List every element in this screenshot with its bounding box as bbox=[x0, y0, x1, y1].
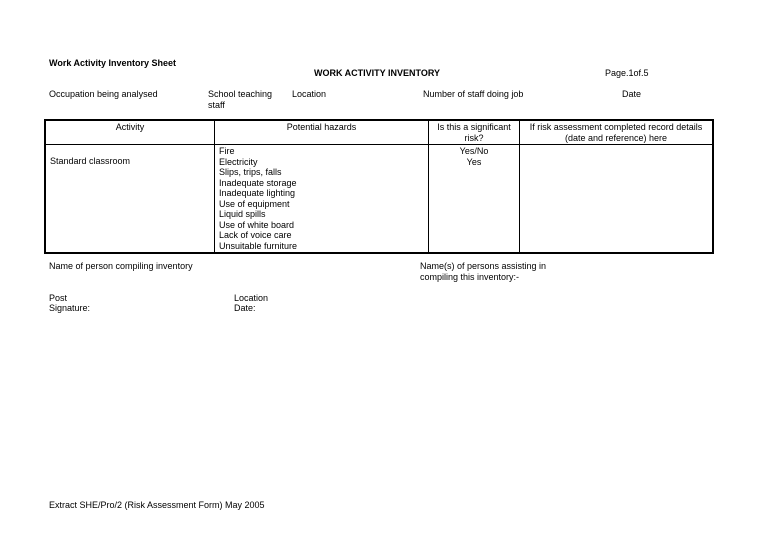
compiler-label: Name of person compiling inventory bbox=[49, 261, 193, 271]
page-number: Page.1of.5 bbox=[605, 68, 649, 78]
table-header-row bbox=[45, 120, 713, 145]
date-label: Date bbox=[622, 89, 642, 99]
location-label: Location bbox=[292, 89, 327, 99]
header-significant-risk: Is this a significant risk? bbox=[429, 120, 520, 145]
header-details: If risk assessment completed record details (date and reference) here bbox=[520, 120, 714, 145]
table-row bbox=[45, 145, 713, 254]
hazard-item: Use of equipment bbox=[219, 198, 290, 209]
staff-count-label: Number of staff doing job bbox=[423, 89, 524, 99]
risk-cell bbox=[429, 145, 520, 254]
hazard-item: Electricity bbox=[219, 156, 258, 167]
post-label: Post bbox=[49, 293, 68, 303]
risk-value: Yes bbox=[466, 156, 482, 167]
hazard-item: Inadequate storage bbox=[219, 177, 297, 188]
extract-reference: Extract SHE/Pro/2 (Risk Assessment Form) May 2005 bbox=[49, 500, 265, 510]
assistants-label: Name(s) of persons assisting in compiling this inventory:- bbox=[420, 261, 547, 282]
hazard-item: Slips, trips, falls bbox=[219, 167, 282, 177]
activity-cell: Standard classroom bbox=[45, 145, 215, 254]
hazard-item: Liquid spills bbox=[219, 209, 266, 219]
header-activity: Activity bbox=[45, 120, 215, 145]
page-heading: WORK ACTIVITY INVENTORY bbox=[314, 68, 441, 78]
hazard-item: Use of white board bbox=[219, 219, 295, 230]
sheet-title: Work Activity Inventory Sheet bbox=[49, 58, 177, 68]
occupation-value: School teaching staff bbox=[208, 89, 273, 110]
hazard-item: Inadequate lighting bbox=[219, 188, 296, 198]
footer-date-label: Date: bbox=[234, 303, 256, 313]
signature-label: Signature: bbox=[49, 303, 91, 313]
hazard-item: Fire bbox=[219, 146, 235, 156]
hazard-item: Unsuitable furniture bbox=[219, 240, 298, 251]
inventory-table bbox=[44, 119, 714, 254]
footer-location-label: Location bbox=[234, 293, 269, 303]
hazards-cell bbox=[215, 145, 429, 254]
hazard-item: Lack of voice care bbox=[219, 230, 292, 240]
header-hazards: Potential hazards bbox=[215, 120, 429, 145]
risk-options: Yes/No bbox=[459, 146, 489, 156]
details-cell bbox=[520, 145, 714, 254]
occupation-label: Occupation being analysed bbox=[49, 89, 158, 99]
